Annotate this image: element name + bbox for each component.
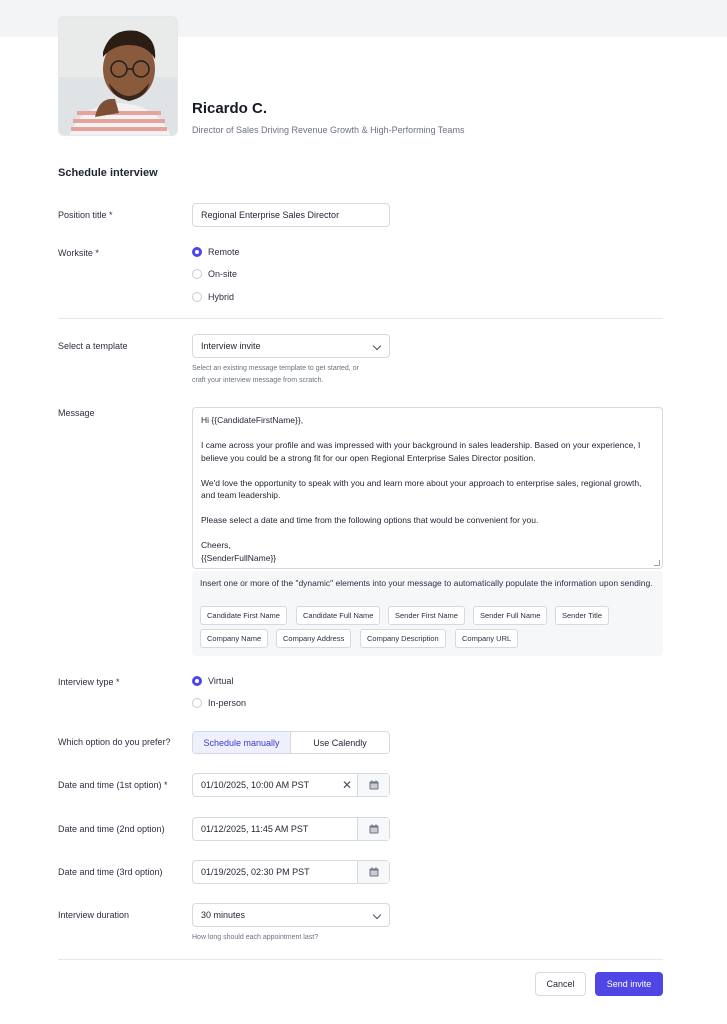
divider bbox=[58, 318, 663, 319]
radio-selected-icon bbox=[192, 676, 202, 686]
template-help-line: craft your interview message from scratch. bbox=[192, 377, 324, 384]
radio-icon bbox=[192, 698, 202, 708]
message-line: We'd love the opportunity to speak with you and learn more about your approach to enterprise sales, regional growth, and team leadership. bbox=[201, 477, 642, 500]
date-option-3-value[interactable]: 01/19/2025, 02:30 PM PST bbox=[201, 867, 310, 877]
date-option-2-value[interactable]: 01/12/2025, 11:45 AM PST bbox=[201, 824, 309, 834]
message-textarea[interactable] bbox=[192, 407, 663, 569]
calendar-icon[interactable] bbox=[357, 774, 389, 796]
candidate-name: Ricardo C. bbox=[192, 100, 268, 117]
close-icon[interactable]: ✕ bbox=[341, 778, 353, 792]
date-option-1-label: Date and time (1st option) * bbox=[58, 780, 168, 790]
interview-type-label: Interview type * bbox=[58, 677, 120, 687]
calendar-icon[interactable] bbox=[357, 861, 389, 883]
position-title-label: Position title * bbox=[58, 210, 113, 220]
worksite-onsite-option[interactable] bbox=[192, 269, 237, 279]
use-calendly-button[interactable]: Use Calendly bbox=[291, 732, 389, 753]
message-line: Hi {{CandidateFirstName}}, bbox=[201, 415, 304, 425]
date-option-3-field[interactable] bbox=[192, 860, 390, 884]
calendar-icon[interactable] bbox=[357, 818, 389, 840]
send-invite-button[interactable]: Send invite bbox=[595, 972, 663, 996]
template-help bbox=[192, 363, 359, 387]
candidate-headline: Director of Sales Driving Revenue Growth & High-Performing Teams bbox=[192, 125, 465, 135]
radio-label: Remote bbox=[208, 247, 240, 257]
date-option-1-value[interactable]: 01/10/2025, 10:00 AM PST bbox=[201, 780, 310, 790]
radio-icon bbox=[192, 292, 202, 302]
chevron-down-icon bbox=[373, 911, 381, 919]
schedule-manually-button[interactable]: Schedule manually bbox=[193, 732, 291, 753]
template-select[interactable] bbox=[192, 334, 390, 358]
cancel-button[interactable]: Cancel bbox=[535, 972, 586, 996]
chip-company-name[interactable]: Company Name bbox=[200, 629, 268, 648]
duration-label: Interview duration bbox=[58, 910, 130, 920]
chip-candidate-first-name[interactable]: Candidate First Name bbox=[200, 606, 287, 625]
radio-icon bbox=[192, 269, 202, 279]
position-title-input[interactable]: Regional Enterprise Sales Director bbox=[192, 203, 390, 227]
date-option-3-label: Date and time (3rd option) bbox=[58, 867, 163, 877]
chip-sender-full-name[interactable]: Sender Full Name bbox=[473, 606, 547, 625]
interview-type-virtual-option[interactable] bbox=[192, 676, 233, 686]
radio-label: On-site bbox=[208, 269, 238, 279]
preference-segmented-control bbox=[192, 731, 390, 754]
section-title: Schedule interview bbox=[58, 167, 158, 179]
preference-label: Which option do you prefer? bbox=[58, 737, 171, 747]
chip-sender-title[interactable]: Sender Title bbox=[555, 606, 609, 625]
message-label: Message bbox=[58, 408, 95, 418]
chevron-down-icon bbox=[373, 342, 381, 350]
message-line: I came across your profile and was impressed with your background in sales leadership. Based on your experience, I believe you could be a strong fit for our open Regional Enterprise Sales Director position. bbox=[201, 440, 641, 463]
message-line: Cheers, bbox=[201, 540, 231, 550]
template-label: Select a template bbox=[58, 341, 128, 351]
message-line: {{SenderFullName}} bbox=[201, 552, 277, 563]
chip-company-address[interactable]: Company Address bbox=[276, 629, 351, 648]
worksite-label: Worksite * bbox=[58, 248, 99, 258]
message-line: Please select a date and time from the following options that would be convenient for you. bbox=[201, 515, 539, 525]
radio-label: In-person bbox=[208, 698, 247, 708]
duration-value: 30 minutes bbox=[201, 910, 246, 920]
date-option-1-field[interactable] bbox=[192, 773, 390, 797]
template-help-line: Select an existing message template to get started, or bbox=[192, 365, 359, 372]
dynamic-elements-panel bbox=[192, 571, 663, 656]
interview-type-inperson-option[interactable] bbox=[192, 698, 246, 708]
resize-handle-icon[interactable] bbox=[654, 560, 660, 566]
chip-company-url[interactable]: Company URL bbox=[455, 629, 518, 648]
dynamic-help: Insert one or more of the "dynamic" elements into your message to automatically populate the information upon sending. bbox=[200, 578, 653, 588]
date-option-2-label: Date and time (2nd option) bbox=[58, 824, 165, 834]
chip-candidate-full-name[interactable]: Candidate Full Name bbox=[296, 606, 380, 625]
date-option-2-field[interactable] bbox=[192, 817, 390, 841]
avatar bbox=[58, 16, 178, 136]
radio-label: Virtual bbox=[208, 676, 234, 686]
duration-select[interactable] bbox=[192, 903, 390, 927]
worksite-hybrid-option[interactable] bbox=[192, 292, 234, 302]
radio-selected-icon bbox=[192, 247, 202, 257]
duration-help: How long should each appointment last? bbox=[192, 934, 319, 941]
worksite-remote-option[interactable] bbox=[192, 247, 240, 257]
chip-sender-first-name[interactable]: Sender First Name bbox=[388, 606, 465, 625]
chip-company-description[interactable]: Company Description bbox=[360, 629, 446, 648]
radio-label: Hybrid bbox=[208, 292, 235, 302]
divider bbox=[58, 959, 663, 960]
template-value: Interview invite bbox=[201, 341, 261, 351]
